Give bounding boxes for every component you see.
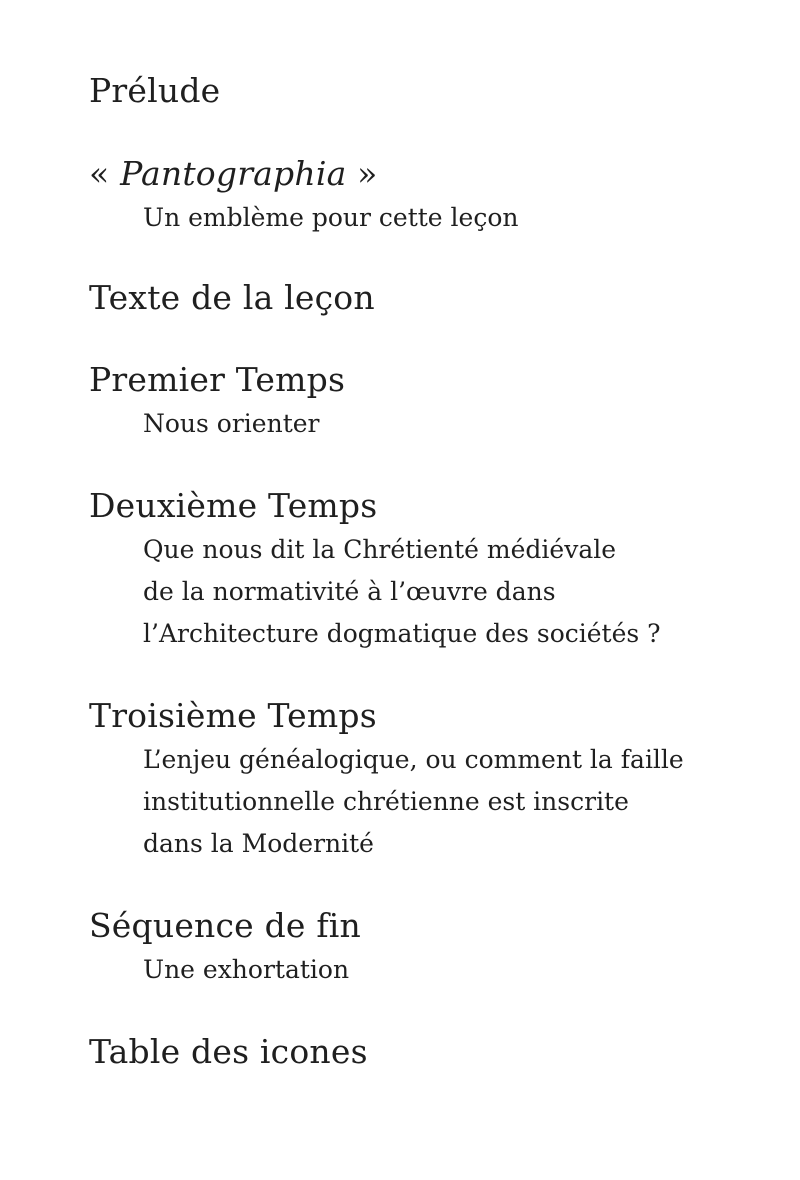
toc-entry-title: Table des icones: [89, 1032, 368, 1071]
guillemet-close: »: [346, 154, 378, 193]
toc-entry-title: Troisième Temps: [89, 696, 377, 735]
subtitle-line: l’Architecture dogmatique des sociétés ?: [143, 619, 661, 648]
toc-entry-title: Texte de la leçon: [89, 278, 375, 317]
toc-entry-subtitle: [143, 739, 789, 865]
guillemet-open: «: [89, 154, 121, 193]
subtitle-line: Une exhortation: [143, 955, 350, 984]
subtitle-line: institutionnelle chrétienne est inscrite: [143, 787, 629, 816]
toc-entry-prelude[interactable]: [89, 70, 789, 112]
toc-entry-sequence-de-fin[interactable]: [89, 905, 789, 991]
toc-entry-title: Premier Temps: [89, 360, 346, 399]
table-of-contents: [89, 70, 789, 1073]
toc-entry-subtitle: [143, 403, 789, 445]
subtitle-line: de la normativité à l’œuvre dans: [143, 577, 556, 606]
toc-entry-subtitle: [143, 529, 789, 655]
subtitle-line: Un emblème pour cette leçon: [143, 203, 519, 232]
toc-entry-title-italic: Pantographia: [120, 154, 347, 193]
toc-entry-texte[interactable]: [89, 277, 789, 319]
toc-entry-subtitle: [143, 197, 789, 239]
subtitle-line: Que nous dit la Chrétienté médiévale: [143, 535, 617, 564]
toc-entry-table-des-icones[interactable]: [89, 1031, 789, 1073]
toc-entry-title: Prélude: [89, 71, 221, 110]
toc-entry-deuxieme-temps[interactable]: [89, 485, 789, 655]
toc-entry-title: Deuxième Temps: [89, 486, 378, 525]
toc-entry-pantographia[interactable]: [89, 153, 789, 239]
toc-entry-troisieme-temps[interactable]: [89, 695, 789, 865]
toc-entry-subtitle: [143, 949, 789, 991]
toc-entry-premier-temps[interactable]: [89, 359, 789, 445]
subtitle-line: Nous orienter: [143, 409, 320, 438]
toc-entry-title: Séquence de fin: [89, 906, 361, 945]
subtitle-line: dans la Modernité: [143, 829, 374, 858]
toc-entry-title: [89, 153, 789, 195]
subtitle-line: L’enjeu généalogique, ou comment la faille: [143, 745, 684, 774]
